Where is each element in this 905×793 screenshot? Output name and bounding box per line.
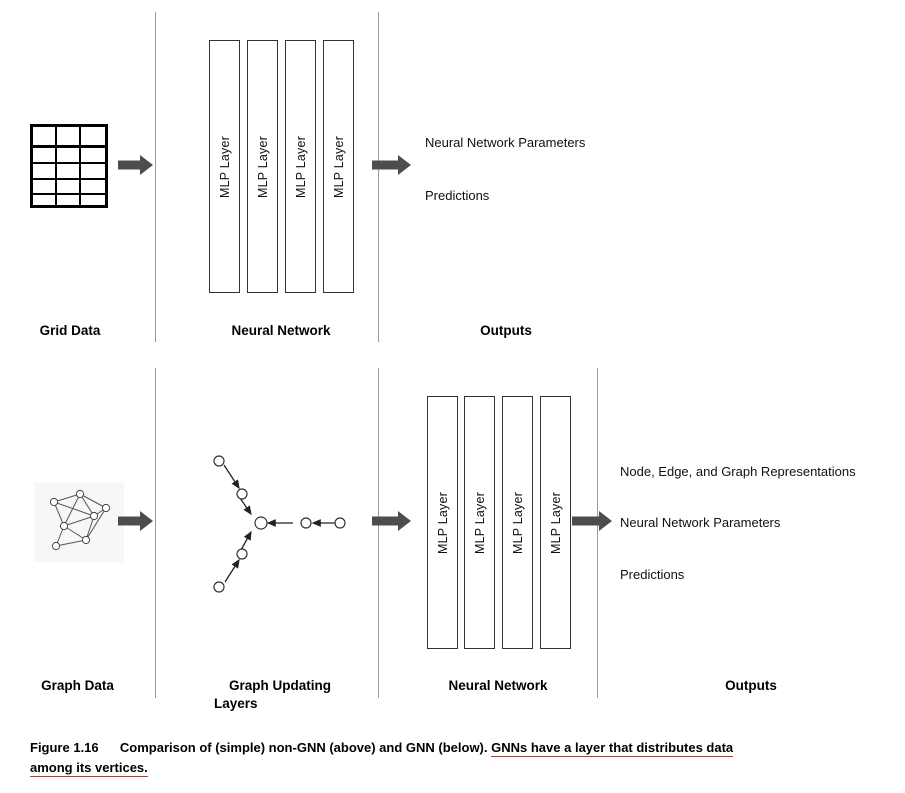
mlp-layer-label: MLP Layer	[255, 135, 270, 198]
mlp-layer-label: MLP Layer	[293, 135, 308, 198]
mlp-layer-bar	[427, 396, 458, 649]
divider-top-right	[378, 12, 379, 342]
output-item: Node, Edge, and Graph Representations	[620, 464, 856, 479]
graph-updating-svg	[195, 440, 355, 610]
graph-updating-diagram	[195, 440, 355, 610]
mlp-layer-bar	[464, 396, 495, 649]
caption-text-primary: Comparison of (simple) non-GNN (above) and GNN (below).	[119, 740, 488, 755]
mlp-layer-bar	[285, 40, 316, 293]
graph-icon	[34, 482, 124, 562]
column-title-graph-updating-layers	[190, 677, 370, 713]
mlp-layer-bar	[502, 396, 533, 649]
column-title-neural-network-bottom: Neural Network	[448, 678, 548, 693]
table-icon-row-divider	[33, 193, 105, 195]
column-title-neural-network: Neural Network	[231, 323, 331, 338]
output-item: Predictions	[425, 188, 490, 203]
output-item: Predictions	[620, 567, 685, 582]
mlp-layer-label: MLP Layer	[217, 135, 232, 198]
table-icon-row-divider	[33, 162, 105, 164]
divider-top-left	[155, 12, 156, 342]
graph-icon-svg	[34, 482, 124, 562]
divider-bottom-mid	[378, 368, 379, 698]
caption-text-highlight: GNNs have a layer that distributes data	[491, 740, 734, 755]
figure-caption	[30, 738, 890, 778]
output-item: Neural Network Parameters	[620, 515, 781, 530]
caption-label: Figure 1.16	[30, 740, 99, 755]
divider-bottom-right	[597, 368, 598, 698]
mlp-layer-bar	[209, 40, 240, 293]
caption-text-highlight-cont: among its vertices.	[30, 760, 148, 775]
column-title-graph-data: Graph Data	[41, 678, 114, 693]
graph-updating-title-line-2: Layers	[214, 696, 258, 711]
mlp-layer-label: MLP Layer	[548, 491, 563, 554]
mlp-layer-label: MLP Layer	[472, 491, 487, 554]
column-title-outputs-bottom: Outputs	[725, 678, 777, 693]
mlp-layer-bar	[540, 396, 571, 649]
output-item: Neural Network Parameters	[425, 135, 586, 150]
divider-bottom-left	[155, 368, 156, 698]
mlp-layer-label: MLP Layer	[510, 491, 525, 554]
table-icon-row-divider	[33, 178, 105, 180]
mlp-layer-bar	[247, 40, 278, 293]
column-title-grid-data: Grid Data	[39, 323, 101, 338]
table-icon	[30, 124, 108, 208]
table-icon-row-divider	[33, 145, 105, 148]
mlp-layer-label: MLP Layer	[435, 491, 450, 554]
column-title-outputs: Outputs	[480, 323, 532, 338]
mlp-layer-label: MLP Layer	[331, 135, 346, 198]
mlp-layer-bar	[323, 40, 354, 293]
table-icon-col-divider	[55, 127, 57, 205]
graph-updating-title-line-1: Graph Updating	[229, 678, 331, 693]
table-icon-col-divider	[79, 127, 81, 205]
